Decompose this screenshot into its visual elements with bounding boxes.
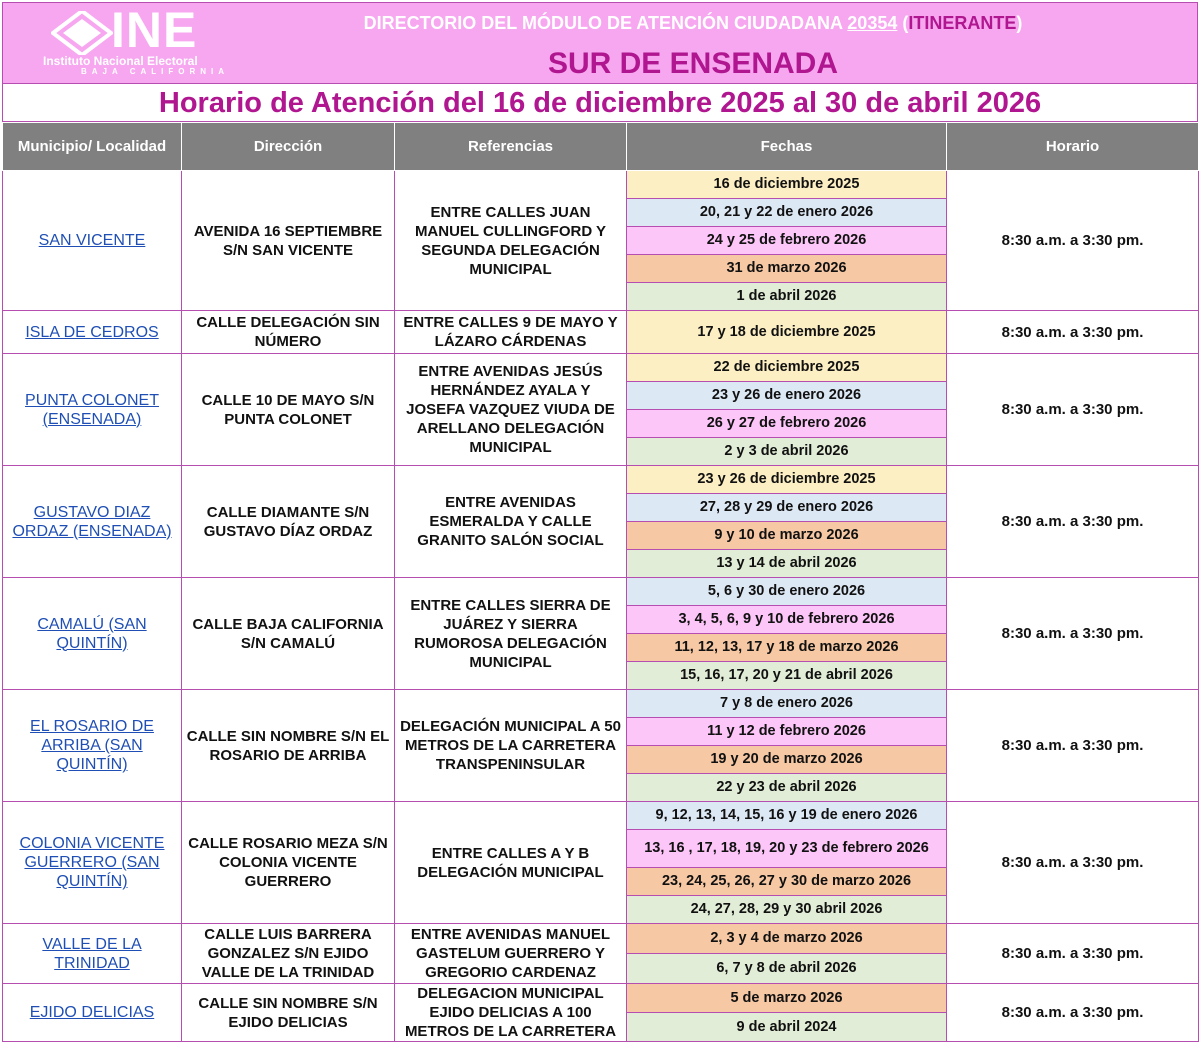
direccion-cell: CALLE BAJA CALIFORNIA S/N CAMALÚ xyxy=(182,578,395,690)
horario-cell: 8:30 a.m. a 3:30 pm. xyxy=(947,984,1199,1042)
direccion-cell: CALLE DELEGACIÓN SIN NÚMERO xyxy=(182,311,395,354)
paren-close: ) xyxy=(1016,13,1023,33)
fecha-cell: 3, 4, 5, 6, 9 y 10 de febrero 2026 xyxy=(627,606,947,634)
column-header-direccion: Dirección xyxy=(182,123,395,171)
fecha-cell: 15, 16, 17, 20 y 21 de abril 2026 xyxy=(627,662,947,690)
fecha-cell: 9, 12, 13, 14, 15, 16 y 19 de enero 2026 xyxy=(627,802,947,830)
fecha-cell: 23 y 26 de enero 2026 xyxy=(627,382,947,410)
referencias-cell: ENTRE CALLES JUAN MANUEL CULLINGFORD Y SEGUNDA DELEGACIÓN MUNICIPAL xyxy=(395,171,627,311)
fecha-cell: 17 y 18 de diciembre 2025 xyxy=(627,311,947,354)
fecha-cell: 6, 7 y 8 de abril 2026 xyxy=(627,954,947,984)
referencias-cell: ENTRE CALLES 9 DE MAYO Y LÁZARO CÁRDENAS xyxy=(395,311,627,354)
module-number: 20354 xyxy=(847,13,898,33)
fecha-cell: 26 y 27 de febrero 2026 xyxy=(627,410,947,438)
referencias-cell: ENTRE CALLES SIERRA DE JUÁREZ Y SIERRA RUMOROSA DELEGACIÓN MUNICIPAL xyxy=(395,578,627,690)
table-row xyxy=(3,466,1199,494)
municipio-cell xyxy=(3,802,182,924)
table-body xyxy=(3,171,1199,1042)
direccion-cell: AVENIDA 16 SEPTIEMBRE S/N SAN VICENTE xyxy=(182,171,395,311)
horario-cell: 8:30 a.m. a 3:30 pm. xyxy=(947,578,1199,690)
fecha-cell: 22 de diciembre 2025 xyxy=(627,354,947,382)
municipio-link[interactable]: CAMALÚ (SAN QUINTÍN) xyxy=(37,615,147,652)
municipio-link[interactable]: COLONIA VICENTE GUERRERO (SAN QUINTÍN) xyxy=(19,835,165,890)
direccion-cell: CALLE DIAMANTE S/N GUSTAVO DÍAZ ORDAZ xyxy=(182,466,395,578)
ine-logo xyxy=(41,2,241,79)
table-row xyxy=(3,171,1199,199)
municipio-cell xyxy=(3,984,182,1042)
table-row xyxy=(3,311,1199,354)
logo-ine-text: INE xyxy=(111,2,198,58)
table-header-row xyxy=(3,123,1199,171)
fecha-cell: 13, 16 , 17, 18, 19, 20 y 23 de febrero 2026 xyxy=(627,830,947,868)
fecha-cell: 22 y 23 de abril 2026 xyxy=(627,774,947,802)
table-row xyxy=(3,354,1199,382)
municipio-link[interactable]: SAN VICENTE xyxy=(38,232,146,249)
directory-heading xyxy=(253,13,1133,34)
fecha-cell: 24, 27, 28, 29 y 30 abril 2026 xyxy=(627,896,947,924)
referencias-cell: ENTRE AVENIDAS MANUEL GASTELUM GUERRERO Y GREGORIO CARDENAZ xyxy=(395,924,627,984)
table-row xyxy=(3,924,1199,954)
column-header-fechas: Fechas xyxy=(627,123,947,171)
logo-state-name: BAJA CALIFORNIA xyxy=(81,67,230,76)
fecha-cell: 1 de abril 2026 xyxy=(627,283,947,311)
fecha-cell: 9 de abril 2024 xyxy=(627,1013,947,1042)
referencias-cell: ENTRE AVENIDAS ESMERALDA Y CALLE GRANITO SALÓN SOCIAL xyxy=(395,466,627,578)
schedule-table xyxy=(2,122,1199,1042)
column-header-municipio: Municipio/ Localidad xyxy=(3,123,182,171)
referencias-cell: DELEGACION MUNICIPAL EJIDO DELICIAS A 100 METROS DE LA CARRETERA xyxy=(395,984,627,1042)
header-banner xyxy=(2,2,1198,84)
municipio-link[interactable]: EJIDO DELICIAS xyxy=(29,1004,155,1021)
direccion-cell: CALLE SIN NOMBRE S/N EJIDO DELICIAS xyxy=(182,984,395,1042)
fecha-cell: 5, 6 y 30 de enero 2026 xyxy=(627,578,947,606)
fecha-cell: 23 y 26 de diciembre 2025 xyxy=(627,466,947,494)
fecha-cell: 11 y 12 de febrero 2026 xyxy=(627,718,947,746)
municipio-cell xyxy=(3,690,182,802)
fecha-cell: 27, 28 y 29 de enero 2026 xyxy=(627,494,947,522)
table-row xyxy=(3,984,1199,1013)
municipio-cell xyxy=(3,354,182,466)
municipio-link[interactable]: PUNTA COLONET (ENSENADA) xyxy=(25,391,159,428)
fecha-cell: 20, 21 y 22 de enero 2026 xyxy=(627,199,947,227)
municipio-link[interactable]: ISLA DE CEDROS xyxy=(25,323,159,341)
ine-logo-icon xyxy=(51,11,113,55)
table-row xyxy=(3,802,1199,830)
municipio-cell xyxy=(3,311,182,354)
column-header-referencias: Referencias xyxy=(395,123,627,171)
municipio-cell xyxy=(3,924,182,984)
horario-cell: 8:30 a.m. a 3:30 pm. xyxy=(947,171,1199,311)
municipio-link[interactable]: EL ROSARIO DE ARRIBA (SAN QUINTÍN) xyxy=(30,718,154,773)
fecha-cell: 19 y 20 de marzo 2026 xyxy=(627,746,947,774)
fecha-cell: 11, 12, 13, 17 y 18 de marzo 2026 xyxy=(627,634,947,662)
itinerant-label: ITINERANTE xyxy=(908,13,1017,33)
logo-institute-name: Instituto Nacional Electoral xyxy=(43,54,198,68)
fecha-cell: 16 de diciembre 2025 xyxy=(627,171,947,199)
fecha-cell: 13 y 14 de abril 2026 xyxy=(627,550,947,578)
municipio-link[interactable]: VALLE DE LA TRINIDAD xyxy=(42,935,142,972)
fecha-cell: 24 y 25 de febrero 2026 xyxy=(627,227,947,255)
municipio-cell xyxy=(3,171,182,311)
municipio-link[interactable]: GUSTAVO DIAZ ORDAZ (ENSENADA) xyxy=(12,503,172,540)
fecha-cell: 2, 3 y 4 de marzo 2026 xyxy=(627,924,947,954)
horario-cell: 8:30 a.m. a 3:30 pm. xyxy=(947,802,1199,924)
fecha-cell: 9 y 10 de marzo 2026 xyxy=(627,522,947,550)
direccion-cell: CALLE 10 DE MAYO S/N PUNTA COLONET xyxy=(182,354,395,466)
table-row xyxy=(3,690,1199,718)
referencias-cell: ENTRE CALLES A Y B DELEGACIÓN MUNICIPAL xyxy=(395,802,627,924)
region-title: SUR DE ENSENADA xyxy=(547,47,839,80)
column-header-horario: Horario xyxy=(947,123,1199,171)
directory-heading-prefix: DIRECTORIO DEL MÓDULO DE ATENCIÓN CIUDADANA xyxy=(363,13,848,33)
fecha-cell: 23, 24, 25, 26, 27 y 30 de marzo 2026 xyxy=(627,868,947,896)
horario-cell: 8:30 a.m. a 3:30 pm. xyxy=(947,311,1199,354)
direccion-cell: CALLE ROSARIO MEZA S/N COLONIA VICENTE GUERRERO xyxy=(182,802,395,924)
paren-open: ( xyxy=(897,13,909,33)
fecha-cell: 5 de marzo 2026 xyxy=(627,984,947,1013)
fecha-cell: 7 y 8 de enero 2026 xyxy=(627,690,947,718)
horario-cell: 8:30 a.m. a 3:30 pm. xyxy=(947,466,1199,578)
schedule-subtitle: Horario de Atención del 16 de diciembre 2025 al 30 de abril 2026 xyxy=(2,84,1198,122)
direccion-cell: CALLE SIN NOMBRE S/N EL ROSARIO DE ARRIBA xyxy=(182,690,395,802)
direccion-cell: CALLE LUIS BARRERA GONZALEZ S/N EJIDO VALLE DE LA TRINIDAD xyxy=(182,924,395,984)
fecha-cell: 31 de marzo 2026 xyxy=(627,255,947,283)
referencias-cell: ENTRE AVENIDAS JESÚS HERNÁNDEZ AYALA Y JOSEFA VAZQUEZ VIUDA DE ARELLANO DELEGACIÓN MUNICIPAL xyxy=(395,354,627,466)
referencias-cell: DELEGACIÓN MUNICIPAL A 50 METROS DE LA CARRETERA TRANSPENINSULAR xyxy=(395,690,627,802)
municipio-cell xyxy=(3,578,182,690)
municipio-cell xyxy=(3,466,182,578)
table-row xyxy=(3,578,1199,606)
fecha-cell: 2 y 3 de abril 2026 xyxy=(627,438,947,466)
horario-cell: 8:30 a.m. a 3:30 pm. xyxy=(947,924,1199,984)
horario-cell: 8:30 a.m. a 3:30 pm. xyxy=(947,354,1199,466)
horario-cell: 8:30 a.m. a 3:30 pm. xyxy=(947,690,1199,802)
